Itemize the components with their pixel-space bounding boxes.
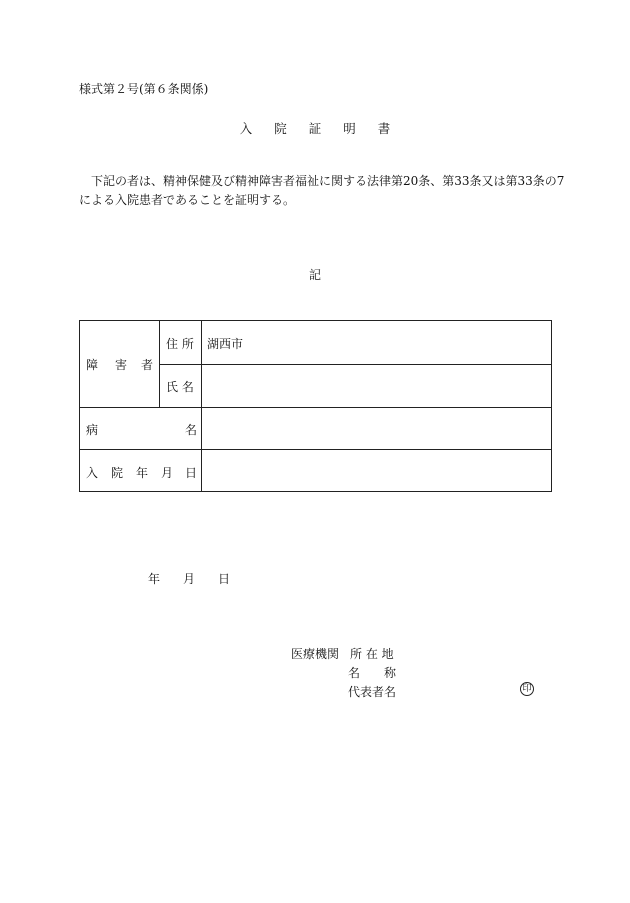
group-label-char: 障 [86, 358, 99, 372]
ki-heading: 記 [308, 268, 321, 282]
location-label: 所 在 地 [350, 647, 394, 661]
date-char: 日 [218, 572, 231, 586]
statement-line: 下記の者は、精神保健及び精神障害者福祉に関する法律第20条、第33条又は第33条の7 [79, 174, 565, 188]
group-label-char: 者 [141, 358, 154, 372]
title-char: 明 [343, 121, 356, 136]
representative-label: 代表者名 [348, 685, 397, 699]
table-divider [80, 407, 552, 408]
disease-label: 病 [86, 423, 99, 437]
date-char: 月 [183, 572, 196, 586]
title-char: 証 [308, 121, 322, 136]
certification-statement [79, 172, 565, 210]
admission-label-char: 日 [185, 466, 198, 480]
name-label: 氏 名 [166, 380, 194, 394]
address-value: 湖西市 [207, 337, 244, 351]
admission-label-char: 入 [86, 466, 99, 480]
form-number: 様式第２号(第６条関係) [79, 82, 209, 96]
certificate-table [79, 320, 552, 492]
table-divider [80, 449, 552, 450]
institution-name-label: 名 称 [348, 666, 397, 680]
document-title [0, 119, 630, 137]
disease-label: 名 [185, 423, 198, 437]
admission-label-char: 年 [136, 466, 149, 480]
seal-mark: 印 [520, 682, 534, 696]
issue-date [148, 570, 230, 587]
title-char: 書 [377, 121, 391, 136]
group-label-char: 害 [115, 358, 128, 372]
title-char: 入 [239, 121, 253, 136]
statement-line: による入院患者であることを証明する。 [79, 193, 296, 207]
date-char: 年 [148, 572, 161, 586]
title-char: 院 [274, 121, 287, 136]
address-label: 住 所 [166, 337, 194, 351]
admission-label-char: 院 [111, 466, 124, 480]
table-divider [159, 364, 552, 365]
admission-label-char: 月 [161, 466, 174, 480]
institution-label: 医療機関 [291, 647, 340, 661]
